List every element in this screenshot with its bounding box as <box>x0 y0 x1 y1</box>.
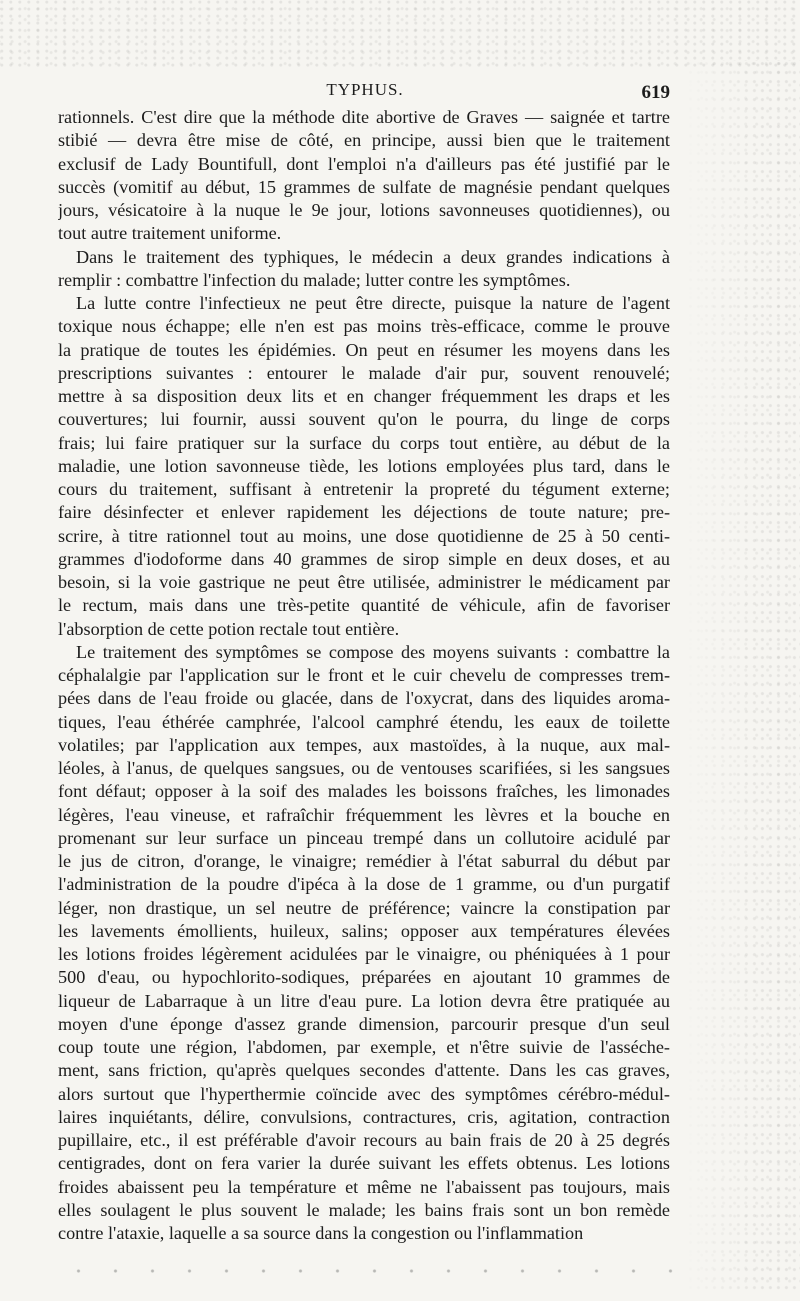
text-line: les lavements émollients, huileux, salins; opposer aux températures élevées <box>58 920 670 941</box>
paragraph <box>58 106 670 246</box>
text-line: cours du traitement, suffisant à entretenir la propreté du tégument externe; <box>58 479 670 499</box>
text-line: alors surtout que l'hyperthermie coïncide avec des symptômes cérébro-médul- <box>58 1083 670 1104</box>
text-line: maladie, une lotion savonneuse tiède, les lotions employées plus tard, dans le <box>58 455 670 476</box>
paragraph <box>58 246 670 293</box>
text-line: scrire, à titre rationnel tout au moins, une dose quotidienne de 25 à 50 centi- <box>58 525 670 546</box>
text-line: ment, sans friction, qu'après quelques secondes d'attente. Dans les cas graves, <box>58 1060 670 1081</box>
text-line: céphalalgie par l'application sur le front et le cuir chevelu de compresses trem- <box>58 665 670 685</box>
text-line: tout autre traitement uniforme. <box>58 223 282 244</box>
text-line: font défaut; opposer à la soif des malades les boissons fraîches, les limonades <box>58 781 670 802</box>
text-line: La lutte contre l'infectieux ne peut être directe, puisque la nature de l'agent <box>76 293 670 313</box>
text-line: l'administration de la poudre d'ipéca à la dose de 1 gramme, ou d'un purgatif <box>58 874 670 895</box>
text-line: 500 d'eau, ou hypochlorito-sodiques, préparées en ajoutant 10 grammes de <box>58 967 670 988</box>
scan-noise-right-margin <box>680 60 800 1290</box>
text-line: laires inquiétants, délire, convulsions, contractures, cris, agitation, contraction <box>58 1106 670 1127</box>
scan-noise-bottom <box>60 1268 680 1274</box>
text-line: léoles, à l'anus, de quelques sangsues, ou de ventouses scarifiées, si les sangsues <box>58 758 670 778</box>
text-line: jours, vésicatoire à la nuque le 9e jour, lotions savonneuses quotidiennes), ou <box>58 200 670 220</box>
text-line: l'absorption de cette potion rectale tout entière. <box>58 618 400 639</box>
text-line: remplir : combattre l'infection du malade; lutter contre les symptômes. <box>58 269 571 290</box>
text-line: volatiles; par l'application aux tempes, aux mastoïdes, à la nuque, aux mal- <box>58 734 670 755</box>
text-line: rationnels. C'est dire que la méthode dite abortive de Graves — saignée et tartre <box>58 107 670 127</box>
page-header <box>60 80 670 106</box>
text-line: les lotions froides légèrement acidulées par le vinaigre, ou phéniquées à 1 pour <box>58 944 670 964</box>
running-title: TYPHUS. <box>326 80 404 99</box>
text-line: moyen d'une éponge d'assez grande dimension, parcourir presque d'un seul <box>58 1013 670 1034</box>
text-line: contre l'ataxie, laquelle a sa source dans la congestion ou l'inflammation <box>58 1223 584 1243</box>
text-line: centigrades, dont on fera varier la durée suivant les effets obtenus. Les lotions <box>58 1153 670 1174</box>
text-line: pupillaire, etc., il est préférable d'avoir recours au bain frais de 20 à 25 degrés <box>58 1130 670 1150</box>
text-line: pées dans de l'eau froide ou glacée, dans de l'oxycrat, dans des liquides aroma- <box>58 688 670 709</box>
text-line: promenant sur leur surface un pinceau trempé dans un collutoire acidulé par <box>58 827 670 848</box>
text-line: prescriptions suivantes : entourer le malade d'air pur, souvent renouvelé; <box>58 362 670 383</box>
text-line: exclusif de Lady Bountifull, dont l'emploi n'a d'ailleurs pas été justifié par le <box>58 153 670 174</box>
text-line: stibié — devra être mise de côté, en principe, aussi bien que le traitement <box>58 130 670 151</box>
text-line: Dans le traitement des typhiques, le médecin a deux grandes indications à <box>76 246 670 267</box>
text-line: mettre à sa disposition deux lits et en changer fréquemment les draps et les <box>58 386 670 406</box>
paragraph <box>58 641 670 1246</box>
text-line: légères, l'eau vineuse, et rafraîchir fréquemment les lèvres et la bouche en <box>58 804 670 825</box>
page-number: 619 <box>641 82 670 103</box>
text-line: frais; lui faire pratiquer sur la surface du corps tout entière, au début de la <box>58 432 670 453</box>
text-line: faire désinfecter et enlever rapidement les déjections de toute nature; pre- <box>58 502 670 523</box>
text-line: grammes d'iodoforme dans 40 grammes de sirop simple en deux doses, et au <box>58 548 670 569</box>
text-line: couvertures; lui fournir, aussi souvent qu'on le pourra, du linge de corps <box>58 409 670 430</box>
text-line: la pratique de toutes les épidémies. On peut en résumer les moyens dans les <box>58 339 670 360</box>
text-line: besoin, si la voie gastrique ne peut être utilisée, administrer le médicament par <box>58 572 670 592</box>
text-line: succès (vomitif au début, 15 grammes de sulfate de magnésie pendant quelques <box>58 176 670 197</box>
text-line: coup toute une région, l'abdomen, par exemple, et n'être suivie de l'asséche- <box>58 1037 670 1057</box>
paragraph <box>58 292 670 641</box>
text-line: toxique nous échappe; elle n'en est pas moins très-efficace, comme le prouve <box>58 316 670 337</box>
text-line: le jus de citron, d'orange, le vinaigre; remédier à l'état saburral du début par <box>58 851 670 871</box>
text-line: elles soulagent le plus souvent le malade; les bains frais sont un bon remède <box>58 1199 670 1220</box>
text-line: léger, non drastique, un sel neutre de préférence; vaincre la constipation par <box>58 897 670 918</box>
text-line: tiques, l'eau éthérée camphrée, l'alcool camphré étendu, les eaux de toilette <box>58 711 670 732</box>
text-line: Le traitement des symptômes se compose des moyens suivants : combattre la <box>76 641 670 662</box>
text-line: le rectum, mais dans une très-petite quantité de véhicule, afin de favoriser <box>58 595 670 616</box>
text-line: froides abaissent peu la température et même ne l'abaissent pas toujours, mais <box>58 1176 670 1197</box>
body-text <box>58 106 670 1245</box>
text-line: liqueur de Labarraque à un litre d'eau pure. La lotion devra être pratiquée au <box>58 990 670 1011</box>
